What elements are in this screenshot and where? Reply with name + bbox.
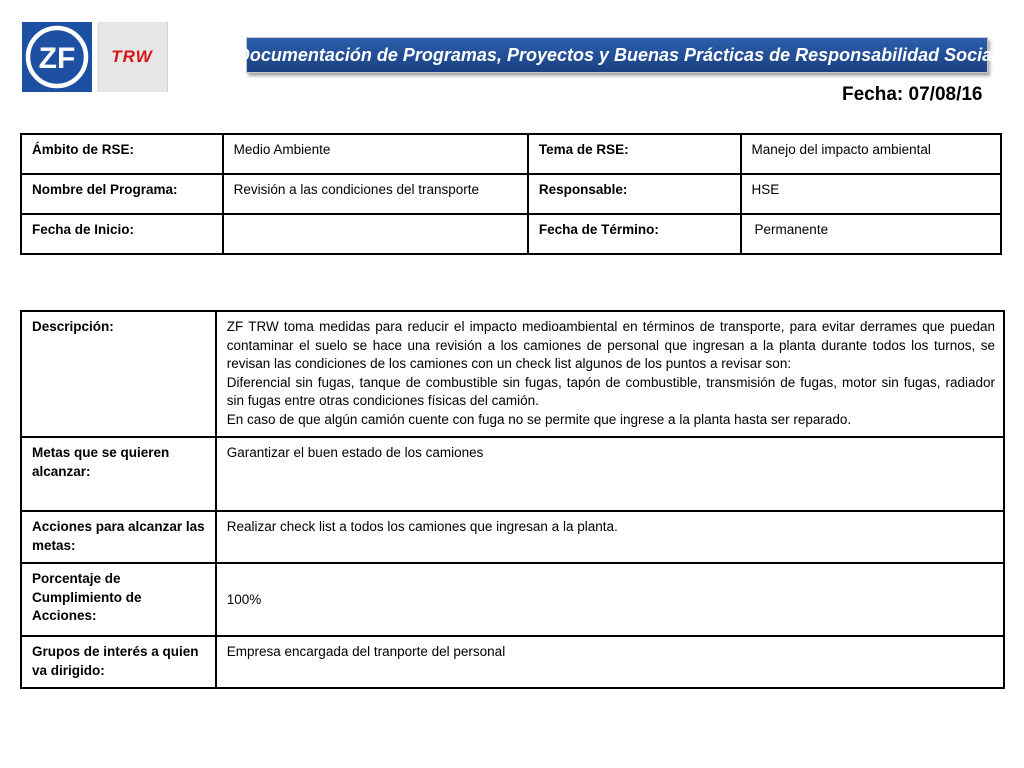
metas-value: Garantizar el buen estado de los camiones bbox=[216, 437, 1004, 511]
descripcion-paragraph: Diferencial sin fugas, tanque de combustible sin fugas, tapón de combustible, transmisión de fugas, motor sin fugas, radiador sin fugas entre otras condiciones físicas del camión. bbox=[226, 374, 995, 408]
table-row bbox=[21, 174, 1001, 214]
descripcion-paragraph: ZF TRW toma medidas para reducir el impacto medioambiental en términos de transporte, para evitar derrames que puedan contaminar el suelo se hace una revisión a los camiones de personal que ingresan a la planta durante todos los turnos, se revisan las condiciones de los camiones con un check list algunos de los puntos a revisar son: bbox=[226, 319, 995, 371]
tema-label: Tema de RSE: bbox=[528, 134, 741, 174]
page-title: Documentación de Programas, Proyectos y Buenas Prácticas de Responsabilidad Social bbox=[246, 37, 988, 73]
porcentaje-value: 100% bbox=[216, 563, 1004, 636]
zf-logo-mark bbox=[24, 24, 90, 90]
trw-logo bbox=[97, 22, 168, 92]
zf-logo-text: ZF bbox=[38, 42, 76, 75]
responsable-label: Responsable: bbox=[528, 174, 741, 214]
porcentaje-label: Porcentaje de Cumplimiento de Acciones: bbox=[21, 563, 216, 636]
descripcion-label: Descripción: bbox=[21, 311, 216, 437]
zf-logo bbox=[22, 22, 92, 92]
inicio-label: Fecha de Inicio: bbox=[21, 214, 223, 254]
responsable-value: HSE bbox=[741, 174, 1001, 214]
detail-table bbox=[20, 310, 1005, 689]
programa-label: Nombre del Programa: bbox=[21, 174, 223, 214]
date-value: 07/08/16 bbox=[908, 84, 983, 105]
document-date bbox=[842, 84, 983, 106]
grupos-label: Grupos de interés a quien va dirigido: bbox=[21, 636, 216, 688]
metas-label: Metas que se quieren alcanzar: bbox=[21, 437, 216, 511]
table-row bbox=[21, 311, 1004, 437]
programa-value: Revisión a las condiciones del transporte bbox=[223, 174, 528, 214]
table-row bbox=[21, 214, 1001, 254]
tema-value: Manejo del impacto ambiental bbox=[741, 134, 1001, 174]
date-label: Fecha: bbox=[842, 84, 904, 105]
acciones-label: Acciones para alcanzar las metas: bbox=[21, 511, 216, 563]
ambito-label: Ámbito de RSE: bbox=[21, 134, 223, 174]
inicio-value bbox=[223, 214, 528, 254]
descripcion-paragraph: En caso de que algún camión cuente con fuga no se permite que ingrese a la planta hasta ser reparado. bbox=[226, 411, 852, 427]
ambito-value: Medio Ambiente bbox=[223, 134, 528, 174]
table-row bbox=[21, 511, 1004, 563]
table-row bbox=[21, 563, 1004, 636]
descripcion-value bbox=[216, 311, 1004, 437]
table-row bbox=[21, 134, 1001, 174]
table-row bbox=[21, 437, 1004, 511]
table-row bbox=[21, 636, 1004, 688]
acciones-value: Realizar check list a todos los camiones que ingresan a la planta. bbox=[216, 511, 1004, 563]
info-table bbox=[20, 133, 1002, 255]
grupos-value: Empresa encargada del tranporte del personal bbox=[216, 636, 1004, 688]
termino-value: Permanente bbox=[741, 214, 1001, 254]
termino-label: Fecha de Término: bbox=[528, 214, 741, 254]
trw-logo-text: TRW bbox=[111, 47, 153, 66]
